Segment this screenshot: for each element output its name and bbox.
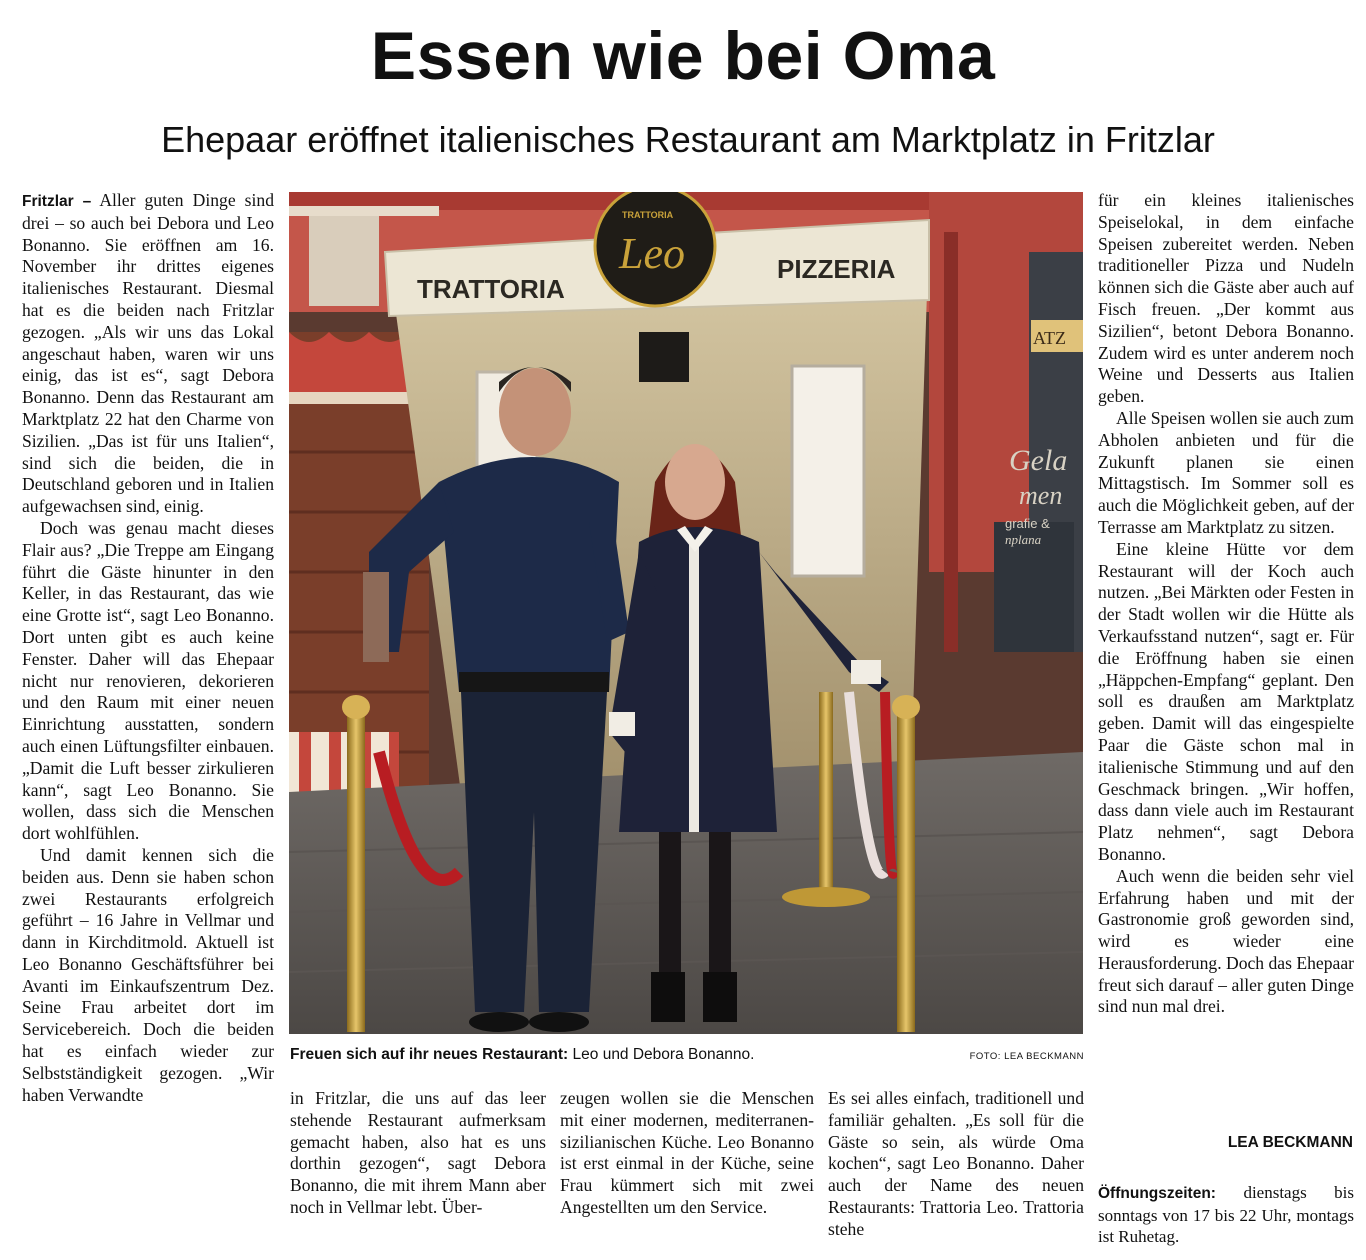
headline: Essen wie bei Oma xyxy=(370,18,996,94)
caption-bold: Freuen sich auf ihr neues Restaurant: xyxy=(290,1046,569,1063)
paragraph: Es sei alles einfach, traditionell und familiär gehalten. „Es soll für die Gäste so sein, als würde Oma kochen“, sagt Leo Bonanno. Daher auch der Name des neuen Restaurants: Trattoria Leo. Trattoria stehe xyxy=(828,1088,1084,1239)
author-byline: LEA BECKMANN xyxy=(1227,1134,1353,1151)
paragraph: Doch was genau macht dieses Flair aus? „Die Treppe am Eingang führt die Gäste hinunter in den Keller, in das Restaurant, das wie eine Grotte ist“, sagt Leo Bonanno. Dort unten gibt es auch keine Fenster. Daher will das Ehepaar nicht nur renovieren, dekorieren und den Raum mit einer neuen Einrichtung ausstatten, sondern auch einen Lüftungsfilter einbauen. „Damit die Luft besser zirkulieren kann“, sagt Leo Bonanno. Sie wollen, dass sich die Menschen dort wohlfühlen. xyxy=(22,517,274,844)
paragraph: Alle Speisen wollen sie auch zum Abholen anbieten und für die Zukunft planen sie einen Mittagstisch. Im Sommer soll es auch die Möglichkeit geben, auf der Terrasse am Marktplatz zu sitzen. xyxy=(1098,407,1354,537)
side-sign: ATZ xyxy=(1033,328,1066,348)
window-lettering: Gela xyxy=(1009,444,1068,477)
logo-script-text: Leo xyxy=(619,229,685,278)
article-column-3 xyxy=(560,1088,814,1219)
sign-pizzeria: PIZZERIA xyxy=(777,254,896,284)
paragraph: Und damit kennen sich die beiden aus. Denn sie haben schon zwei Restaurants erfolgreich geführt – 16 Jahre in Vellmar und dann in Kirchditmold. Aktuell ist Leo Bonanno Geschäftsführer bei Avanti im Einkaufszentrum Dez. Seine Frau arbeitet dort im Servicebereich. Doch die beiden hat es einfach wieder zur Selbstständigkeit gezogen. „Wir haben Verwandte xyxy=(22,844,274,1105)
dateline: Fritzlar – xyxy=(22,193,92,210)
restaurant-entrance-photo xyxy=(289,192,1083,1034)
paragraph: für ein kleines italienisches Speiselokal, in dem einfache Speisen zubereitet werden. Neben traditioneller Pizza und Nudeln können sich die Gäste aber auch auf Fisch freuen. „Der kommt aus Sizilien“, betont Debora Bonanno. Zudem wird es unter anderem noch Weine und Desserts aus Italien geben. xyxy=(1098,190,1354,407)
opening-hours-label: Öffnungszeiten: xyxy=(1098,1185,1216,1202)
article-column-4 xyxy=(828,1088,1084,1241)
subheadline: Ehepaar eröffnet italienisches Restaurant am Marktplatz in Fritzlar xyxy=(161,119,1215,160)
photo-credit: FOTO: LEA BECKMANN xyxy=(969,1051,1084,1062)
caption-text: Leo und Debora Bonanno. xyxy=(568,1046,755,1063)
paragraph xyxy=(22,190,274,518)
photo-caption xyxy=(290,1046,1084,1068)
window-lettering: grafie & xyxy=(1005,516,1050,531)
paragraph: zeugen wollen sie die Menschen mit einer modernen, mediterranen-sizilianischen Küche. Leo Bonanno ist erst einmal in der Küche, seine Frau kümmert sich mit zwei Angestellten um den Service. xyxy=(560,1088,814,1217)
window-lettering: nplana xyxy=(1005,532,1042,547)
paragraph: in Fritzlar, die uns auf das leer stehende Restaurant aufmerksam gemacht haben, also hat es uns dorthin gezogen“, sagt Debora Bonanno, die mit ihrem Mann aber noch in Vellmar lebt. Über- xyxy=(290,1088,546,1217)
sign-trattoria: TRATTORIA xyxy=(417,274,565,304)
article-column-1 xyxy=(22,190,274,1106)
article-photo xyxy=(289,192,1083,1034)
logo-small-text: TRATTORIA xyxy=(622,210,674,220)
article-column-2 xyxy=(290,1088,546,1219)
paragraph-text: Aller guten Dinge sind drei – so auch bei Debora und Leo Bonanno. Sie eröffnen am 16. November ihr drittes eigenes italienisches Restaurant. Diesmal hat es die beiden nach Fritzlar gezogen. „Als wir uns das Lokal angeschaut haben, waren wir uns einig, das ist es“, sagt Debora Bonanno. Denn das Restaurant am Marktplatz 22 hat den Charme von Sizilien. „Das ist für uns Italien“, sind sich die beiden, die in Deutschland geboren und in Italien aufgewachsen sind, einig. xyxy=(22,190,274,517)
window-lettering: men xyxy=(1019,481,1063,510)
paragraph: Eine kleine Hütte vor dem Restaurant will der Koch auch nutzen. „Bei Märkten oder Festen in der Stadt wollen wir die Hütte als Verkaufsstand nutzen“, sagt er. Für die Eröffnung haben sie einen „Häppchen-Empfang“ geplant. Den soll es draußen am Marktplatz geben. Damit will das eingespielte Paar die Gäste schon mal in italienische Stimmung und auf den Geschmack bringen. „Wir hoffen, dass dann viele auch im Restaurant Platz nehmen“, sagt Debora Bonanno. xyxy=(1098,538,1355,864)
opening-hours xyxy=(1098,1182,1354,1248)
article-column-5 xyxy=(1098,190,1354,1018)
paragraph: Auch wenn die beiden sehr viel Erfahrung haben und mit der Gastronomie groß geworden sind, wird es wieder eine Herausforderung. Doch das Ehepaar freut sich darauf – aller guten Dinge sind nun mal drei. xyxy=(1098,865,1354,1017)
opening-hours-text: dienstags bis sonntags von 17 bis 22 Uhr, montags ist Ruhetag. xyxy=(1098,1183,1355,1246)
